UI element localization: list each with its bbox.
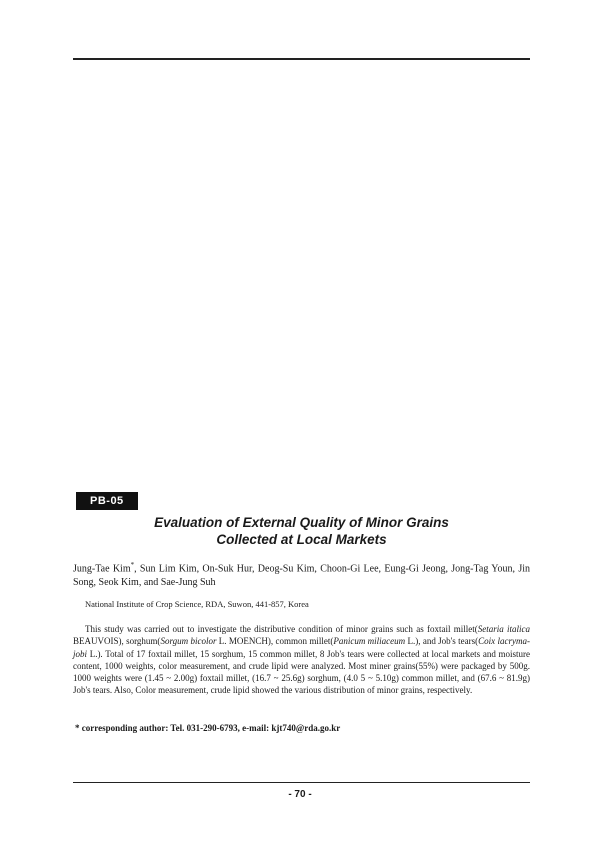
species-name: Sorgum bicolor — [160, 636, 217, 647]
abstract-text: L.), and Job's tears( — [405, 636, 479, 647]
species-name: Coix lacryma-jobi — [73, 636, 530, 659]
species-name: Panicum miliaceum — [333, 636, 406, 647]
first-author: Jung-Tae Kim — [73, 563, 131, 575]
abstract-text: L.). Total of 17 foxtail millet, 15 sorghum, 15 common millet, 8 Job's tears were collected at local markets and moisture content, 1000 weights, color measurement, and crude lipid were analyzed. Most miner grains(55%) were packaged by 500g. 1000 weights were (1.45 ~ 2.00g) foxtail millet, (16.7 ~ 25.6g) sorghum, (4.0 5 ~ 5.10g) common millet, and (67.6 ~ 81.9g) Job's tears. Also, Color measurement, crude lipid showed the various distribution of minor grains, respectively. — [73, 648, 530, 696]
title-line-1: Evaluation of External Quality of Minor Grains — [154, 515, 449, 530]
page-number: - 70 - — [288, 789, 312, 800]
corresponding-author: * corresponding author: Tel. 031-290-6793, e-mail: kjt740@rda.go.kr — [75, 723, 341, 733]
footer-rule — [73, 782, 530, 783]
corresponding-marker: * — [130, 561, 135, 569]
species-name: Setaria italica — [477, 624, 530, 634]
title-line-2: Collected at Local Markets — [216, 532, 387, 547]
co-authors: , Sun Lim Kim, On-Suk Hur, Deog-Su Kim, Choon-Gi Lee, Eung-Gi Jeong, Jong-Tag Youn, Jin Song, Seok Kim, and Sae-Jung Suh — [73, 563, 530, 589]
abstract — [73, 623, 530, 697]
paper-id-badge: PB-05 — [76, 492, 138, 510]
paper-title — [73, 514, 530, 548]
affiliation: National Institute of Crop Science, RDA, Suwon, 441-857, Korea — [85, 599, 309, 609]
abstract-text: This study was carried out to investigate the distributive condition of minor grains such as foxtail millet( — [85, 624, 478, 634]
author-list — [73, 558, 530, 590]
abstract-text: BEAUVOIS), sorghum( — [73, 636, 161, 647]
abstract-text: L. MOENCH), common millet( — [216, 636, 334, 647]
header-rule — [73, 58, 530, 60]
